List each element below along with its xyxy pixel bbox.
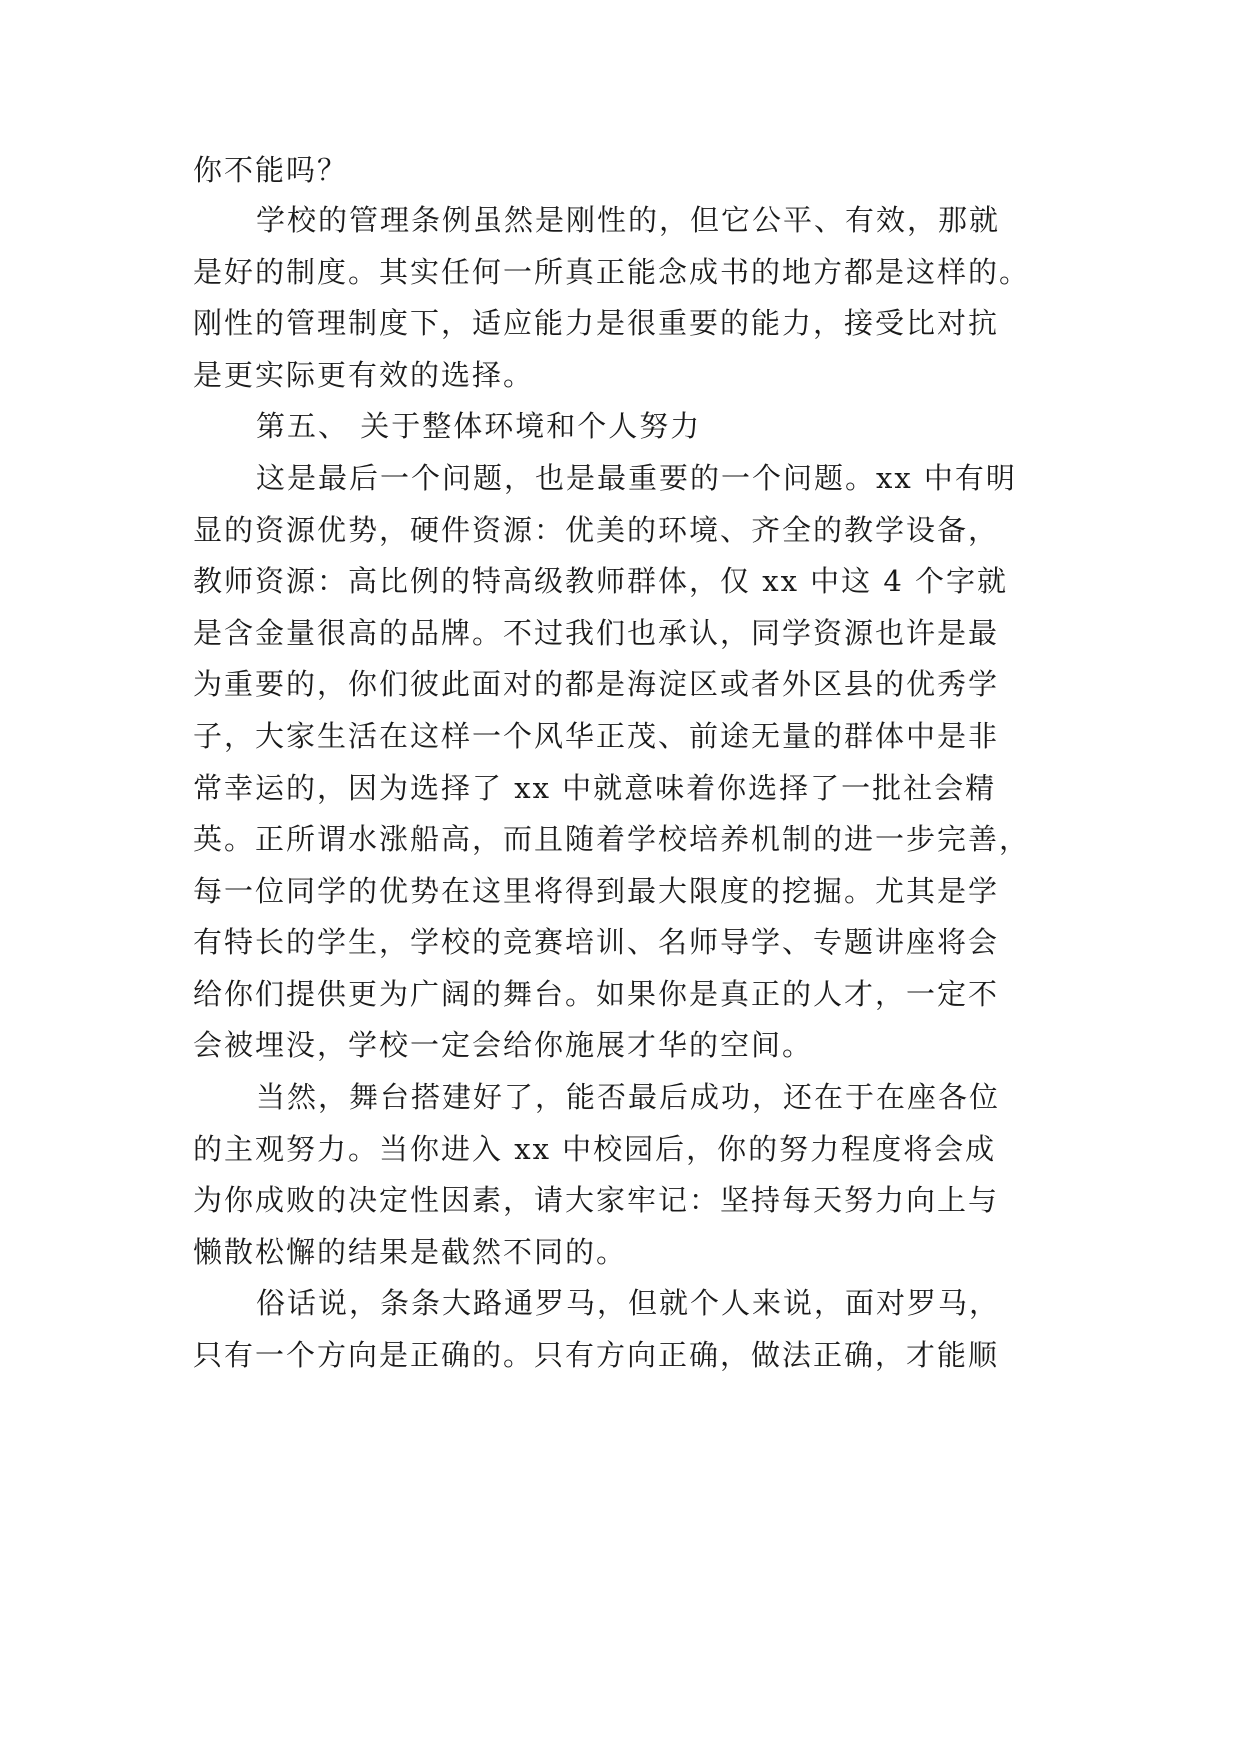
text-line: 会被埋没，学校一定会给你施展才华的空间。 (193, 1028, 814, 1062)
text-line: 学校的管理条例虽然是刚性的，但它公平、有效，那就 (256, 203, 1001, 237)
text-line: 子，大家生活在这样一个风华正茂、前途无量的群体中是非 (193, 719, 1000, 753)
text-line: 这是最后一个问题，也是最重要的一个问题。xx 中有明 (256, 461, 1017, 495)
text-line: 你不能吗？ (193, 153, 349, 187)
text-line: 教师资源：高比例的特高级教师群体，仅 xx 中这 4 个字就 (193, 564, 1009, 598)
text-line: 为重要的，你们彼此面对的都是海淀区或者外区县的优秀学 (193, 667, 1000, 701)
text-line: 每一位同学的优势在这里将得到最大限度的挖掘。尤其是学 (193, 874, 1000, 908)
text-line: 当然，舞台搭建好了，能否最后成功，还在于在座各位 (256, 1080, 1001, 1114)
text-line: 是好的制度。其实任何一所真正能念成书的地方都是这样的。 (193, 255, 1031, 289)
text-line: 懒散松懈的结果是截然不同的。 (193, 1235, 628, 1269)
text-line: 只有一个方向是正确的。只有方向正确，做法正确，才能顺 (193, 1338, 1000, 1372)
section-heading: 第五、 关于整体环境和个人努力 (256, 409, 702, 443)
text-line: 有特长的学生，学校的竞赛培训、名师导学、专题讲座将会 (193, 925, 1000, 959)
text-line: 显的资源优势，硬件资源：优美的环境、齐全的教学设备， (193, 513, 1000, 547)
text-line: 俗话说，条条大路通罗马，但就个人来说，面对罗马， (256, 1286, 1001, 1320)
text-line: 是更实际更有效的选择。 (193, 358, 535, 392)
text-line: 为你成败的决定性因素，请大家牢记：坚持每天努力向上与 (193, 1183, 1000, 1217)
text-line: 常幸运的，因为选择了 xx 中就意味着你选择了一批社会精 (193, 771, 997, 805)
text-line: 刚性的管理制度下，适应能力是很重要的能力，接受比对抗 (193, 306, 1000, 340)
text-line: 是含金量很高的品牌。不过我们也承认，同学资源也许是最 (193, 616, 1000, 650)
text-line: 的主观努力。当你进入 xx 中校园后，你的努力程度将会成 (193, 1132, 997, 1166)
text-line: 给你们提供更为广阔的舞台。如果你是真正的人才，一定不 (193, 977, 1000, 1011)
text-line: 英。正所谓水涨船高，而且随着学校培养机制的进一步完善， (193, 822, 1031, 856)
